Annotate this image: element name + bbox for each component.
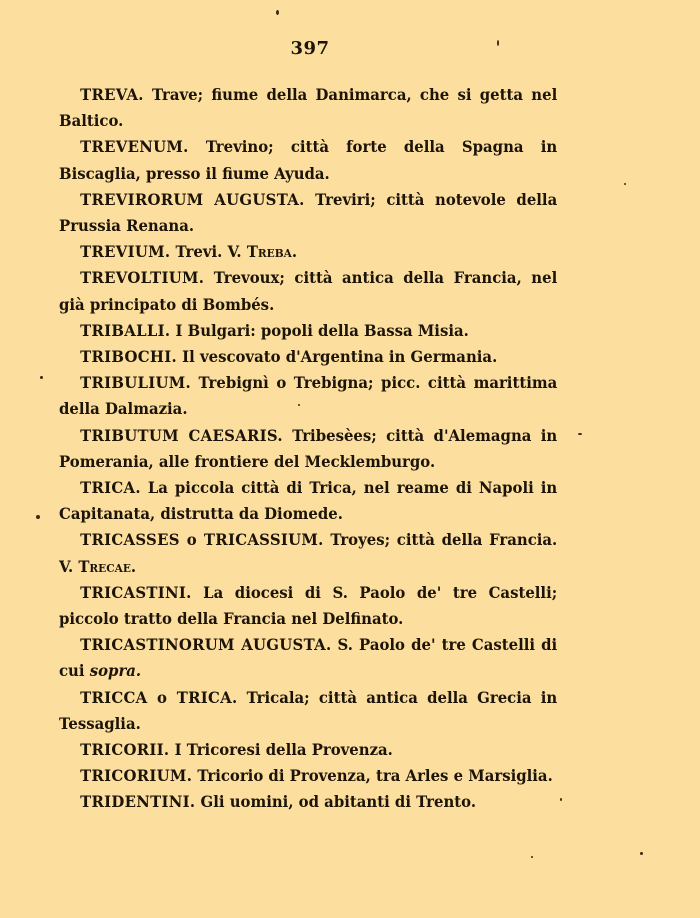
entry-headword: TRIBUTUM CAESARIS. [80,425,283,445]
entry-definition: Tricala; città antica della Grecia in Tessaglia. [59,687,558,733]
entry-headword: TRICASSES o TRICASSIUM. [80,530,324,550]
entry-definition: I Tricoresi della Provenza. [174,740,393,760]
entry-definition: Trevi. V. [175,242,242,262]
entry-definition: S. Paolo de' tre Castelli di cui [59,635,558,681]
entry-definition: Trebignì o Trebigna; picc. città marittima della Dalmazia. [59,373,558,419]
print-speck [531,856,533,858]
entry-headword: TRICASTINORUM AUGUSTA. [80,635,332,655]
print-speck [36,515,40,519]
entry-headword: TRIBOCHI. [80,347,177,367]
entry-tribulium [59,370,557,422]
entry-definition: Tribesèes; città d'Alemagna in Pomerania, alle frontiere del Mecklemburgo. [59,425,558,471]
entry-tricastinorum-augusta [59,632,557,684]
print-speck [276,10,279,15]
entry-trevium [59,239,557,265]
entry-definition: Trevino; città forte della Spagna in Biscaglia, presso il fiume Ayuda. [59,137,558,183]
entry-tricasses [59,527,557,579]
entry-trica [59,475,557,527]
entry-headword: TREVIUM. [80,242,171,262]
entry-definition: Troyes; città della Francia. V. [59,530,558,576]
print-speck [40,376,43,379]
entry-headword: TRIDENTINI. [80,792,196,812]
entry-definition: Treviri; città notevole della Prussia Renana. [59,189,558,236]
entry-tricorii [59,737,557,763]
entry-headword: TRICA. [80,478,141,498]
entry-definition: Trave; fiume della Danimarca, che si getta nel Baltico. [59,85,558,131]
entry-headword: TRICASTINI. [80,582,192,602]
entry-headword: TRICCA o TRICA. [80,687,238,707]
print-speck [497,40,499,46]
entry-trevirorum-augusta [59,187,557,239]
entry-definition: Gli uomini, od abitanti di Trento. [200,792,476,812]
cross-reference: Trecae. [78,556,137,576]
entry-definition: La piccola città di Trica, nel reame di Napoli in Capitanata, distrutta da Diomede. [59,478,558,524]
cross-reference: Treba. [246,242,298,262]
entry-tricca [59,685,557,737]
print-speck [624,183,626,185]
entry-headword: TREVA. [80,85,144,104]
entry-triballi [59,318,557,344]
print-speck [298,404,300,406]
page-number: 397 [290,38,330,59]
entry-definition: Tricorio di Provenza, tra Arles e Marsiglia. [197,766,553,786]
entry-definition: Trevoux; città antica della Francia, nel già principato di Bombés. [59,268,558,314]
entry-headword: TREVOLTIUM. [80,268,205,288]
entry-headword: TREVENUM. [80,137,189,157]
entry-tributum-caesaris [59,423,557,475]
print-speck [560,798,562,801]
dictionary-entries [59,82,557,816]
entry-tricorium [59,763,557,789]
entry-tribochi [59,344,557,370]
entry-trevenum [59,134,557,186]
entry-headword: TRIBALLI. [80,320,171,340]
entry-tricastini [59,580,557,632]
entry-headword: TRIBULIUM. [80,373,192,393]
print-speck [578,433,582,435]
entry-headword: TRICORIUM. [80,766,193,786]
entry-trevoltium [59,265,557,317]
print-speck [640,852,643,855]
entry-treva [59,82,557,134]
entry-definition: La diocesi di S. Paolo de' tre Castelli; piccolo tratto della Francia nel Delfinato. [59,582,558,629]
entry-headword: TRICORII. [80,740,170,760]
italic-word: sopra. [89,661,142,681]
entry-definition: I Bulgari: popoli della Bassa Misia. [175,320,469,340]
entry-definition: Il vescovato d'Argentina in Germania. [182,347,498,367]
entry-headword: TREVIRORUM AUGUSTA. [80,189,305,209]
entry-tridentini [59,789,557,815]
